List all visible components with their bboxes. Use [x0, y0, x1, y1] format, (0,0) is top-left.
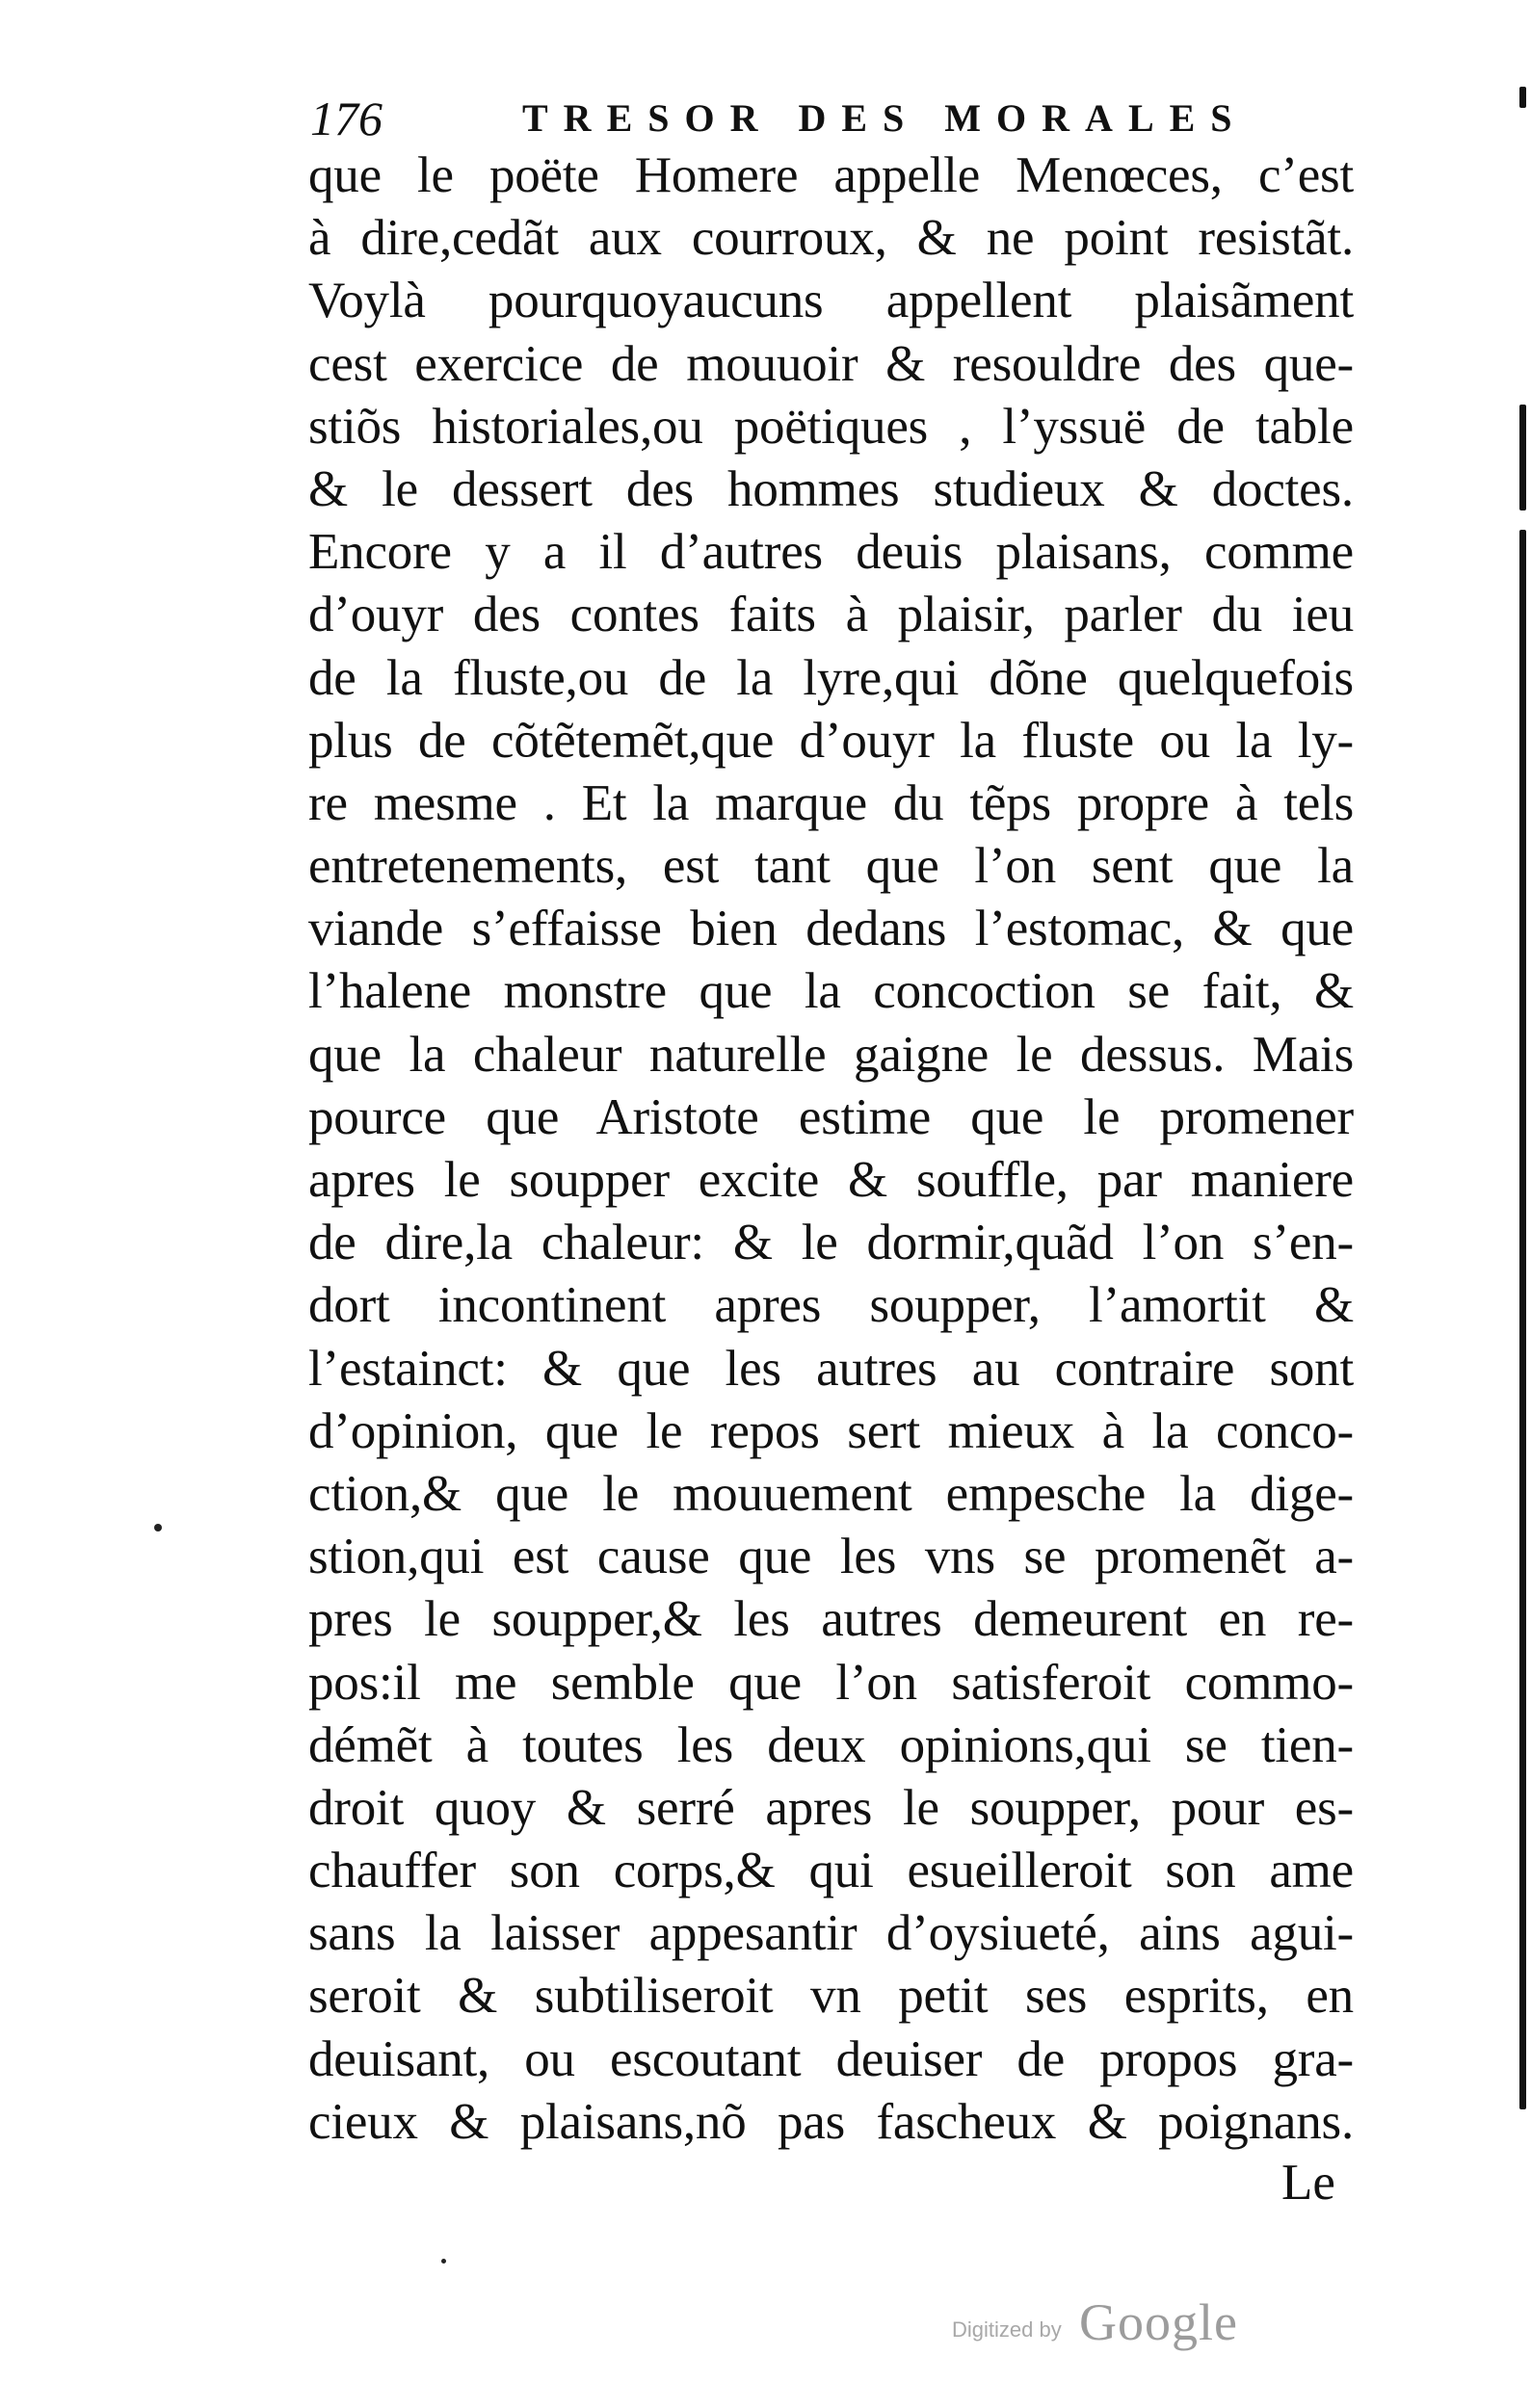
edge-mark: [1519, 87, 1526, 108]
text-line: re mesme . Et la marque du tẽps propre à tels: [308, 774, 1354, 831]
text-line: l’halene monstre que la concoction se fait, &: [308, 963, 1354, 1020]
text-line: Voylà pourquoyaucuns appellent plaisãment: [308, 273, 1354, 329]
ink-speck: [441, 2259, 446, 2264]
text-line: seroit & subtiliseroit vn petit ses esprits, en: [308, 1968, 1354, 2025]
text-line: d’ouyr des contes faits à plaisir, parler du ieu: [308, 587, 1354, 643]
text-line: cieux & plaisans,nõ pas fascheux & poignans.: [308, 2093, 1354, 2150]
text-line: Encore y a il d’autres deuis plaisans, comme: [308, 524, 1354, 581]
text-line: plus de cõtẽtemẽt,que d’ouyr la fluste ou la ly-: [308, 712, 1354, 769]
text-line: pres le soupper,& les autres demeurent en re-: [308, 1591, 1354, 1648]
google-logo: Google: [1079, 2293, 1238, 2351]
text-line: à dire,cedãt aux courroux, & ne point resistãt.: [308, 210, 1354, 267]
text-line: apres le soupper excite & souffle, par maniere: [308, 1152, 1354, 1208]
watermark-prefix: Digitized by: [952, 2317, 1062, 2342]
page-header: [310, 89, 1351, 148]
text-line: pource que Aristote estime que le promener: [308, 1088, 1354, 1145]
text-line: stiõs historiales,ou poëtiques , l’yssuë de table: [308, 398, 1354, 455]
text-line: viande s’effaisse bien dedans l’estomac, & que: [308, 901, 1354, 957]
text-line: dort incontinent apres soupper, l’amortit &: [308, 1277, 1354, 1334]
text-line: de la fluste,ou de la lyre,qui dõne quelquefois: [308, 649, 1354, 706]
text-line: chauffer son corps,& qui esueilleroit son ame: [308, 1843, 1354, 1899]
text-line: que le poëte Homere appelle Menœces, c’est: [308, 147, 1354, 203]
edge-mark: [1519, 405, 1526, 510]
edge-mark: [1519, 530, 1526, 2109]
text-line: que la chaleur naturelle gaigne le dessus. Mais: [308, 1026, 1354, 1083]
running-title: TRESOR DES MORALES: [522, 96, 1248, 140]
text-line: ction,& que le mouuement empesche la dige-: [308, 1465, 1354, 1522]
text-line: sans la laisser appesantir d’oysiueté, ains agui-: [308, 1905, 1354, 1962]
digitized-watermark: [952, 2292, 1280, 2350]
text-line: stion,qui est cause que les vns se promenẽt a-: [308, 1529, 1354, 1585]
text-line: pos:il me semble que l’on satisferoit commo-: [308, 1654, 1354, 1711]
text-line: démẽt à toutes les deux opinions,qui se tien-: [308, 1716, 1354, 1773]
text-line: l’estainct: & que les autres au contraire sont: [308, 1340, 1354, 1397]
text-line: de dire,la chaleur: & le dormir,quãd l’on s’en-: [308, 1215, 1354, 1271]
text-line: droit quoy & serré apres le soupper, pour es-: [308, 1779, 1354, 1836]
page-edge-shadow: [1516, 87, 1531, 2109]
body-text: [308, 144, 1354, 2154]
text-line: entretenements, est tant que l’on sent que la: [308, 838, 1354, 895]
catchword: Le: [1281, 2155, 1335, 2211]
text-line: deuisant, ou escoutant deuiser de propos gra-: [308, 2030, 1354, 2087]
ink-speck: [154, 1524, 162, 1531]
page-number: 176: [310, 92, 383, 145]
text-line: & le dessert des hommes studieux & doctes.: [308, 460, 1354, 517]
text-line: cest exercice de mouuoir & resouldre des que-: [308, 335, 1354, 392]
text-line: d’opinion, que le repos sert mieux à la conco-: [308, 1402, 1354, 1459]
